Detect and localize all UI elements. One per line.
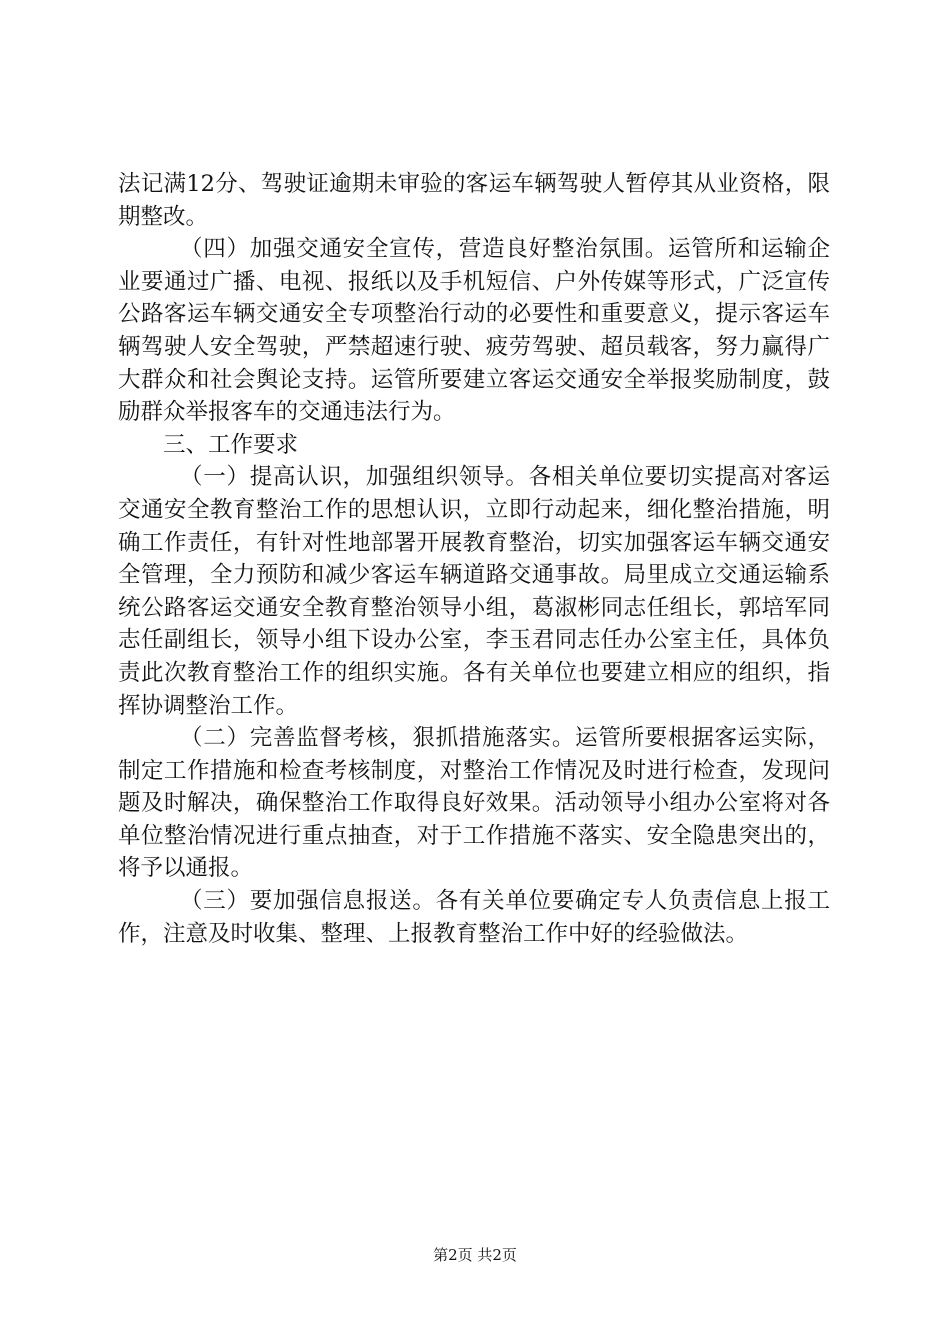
paragraph-leadership: （一）提高认识，加强组织领导。各相关单位要切实提高对客运交通安全教育整治工作的思想认识，立即行动起来，细化整治措施，明确工作责任，有针对性地部署开展教育整治，切实加强客运车辆交通安全管理，全力预防和减少客运车辆道路交通事故。局里成立交通运输系统公路客运交通安全教育整治领导小组，葛淑彬同志任组长，郭培军同志任副组长，领导小组下设办公室，李玉君同志任办公室主任，具体负责此次教育整治工作的组织实施。各有关单位也要建立相应的组织，指挥协调整治工作。 (118, 464, 830, 719)
paragraph-reporting: （三）要加强信息报送。各有关单位要确定专人负责信息上报工作，注意及时收集、整理、上报教育整治工作中好的经验做法。 (118, 888, 830, 947)
page-number-footer: 第2页 共2页 (433, 1246, 517, 1264)
document-body (118, 168, 830, 950)
paragraph-continuation: 法记满12分、驾驶证逾期未审验的客运车辆驾驶人暂停其从业资格，限期整改。 (118, 171, 830, 230)
section-heading-requirements: 三、工作要求 (163, 431, 299, 458)
paragraph-publicity: （四）加强交通安全宣传，营造良好整治氛围。运管所和运输企业要通过广播、电视、报纸以及手机短信、户外传媒等形式，广泛宣传公路客运车辆交通安全专项整治行动的必要性和重要意义，提示客运车辆驾驶人安全驾驶，严禁超速行驶、疲劳驾驶、超员载客，努力赢得广大群众和社会舆论支持。运管所要建立客运交通安全举报奖励制度，鼓励群众举报客车的交通违法行为。 (118, 236, 830, 426)
paragraph-supervision: （二）完善监督考核，狠抓措施落实。运管所要根据客运实际，制定工作措施和检查考核制度，对整治工作情况及时进行检查，发现问题及时解决，确保整治工作取得良好效果。活动领导小组办公室将对各单位整治情况进行重点抽查，对于工作措施不落实、安全隐患突出的，将予以通报。 (118, 725, 830, 882)
